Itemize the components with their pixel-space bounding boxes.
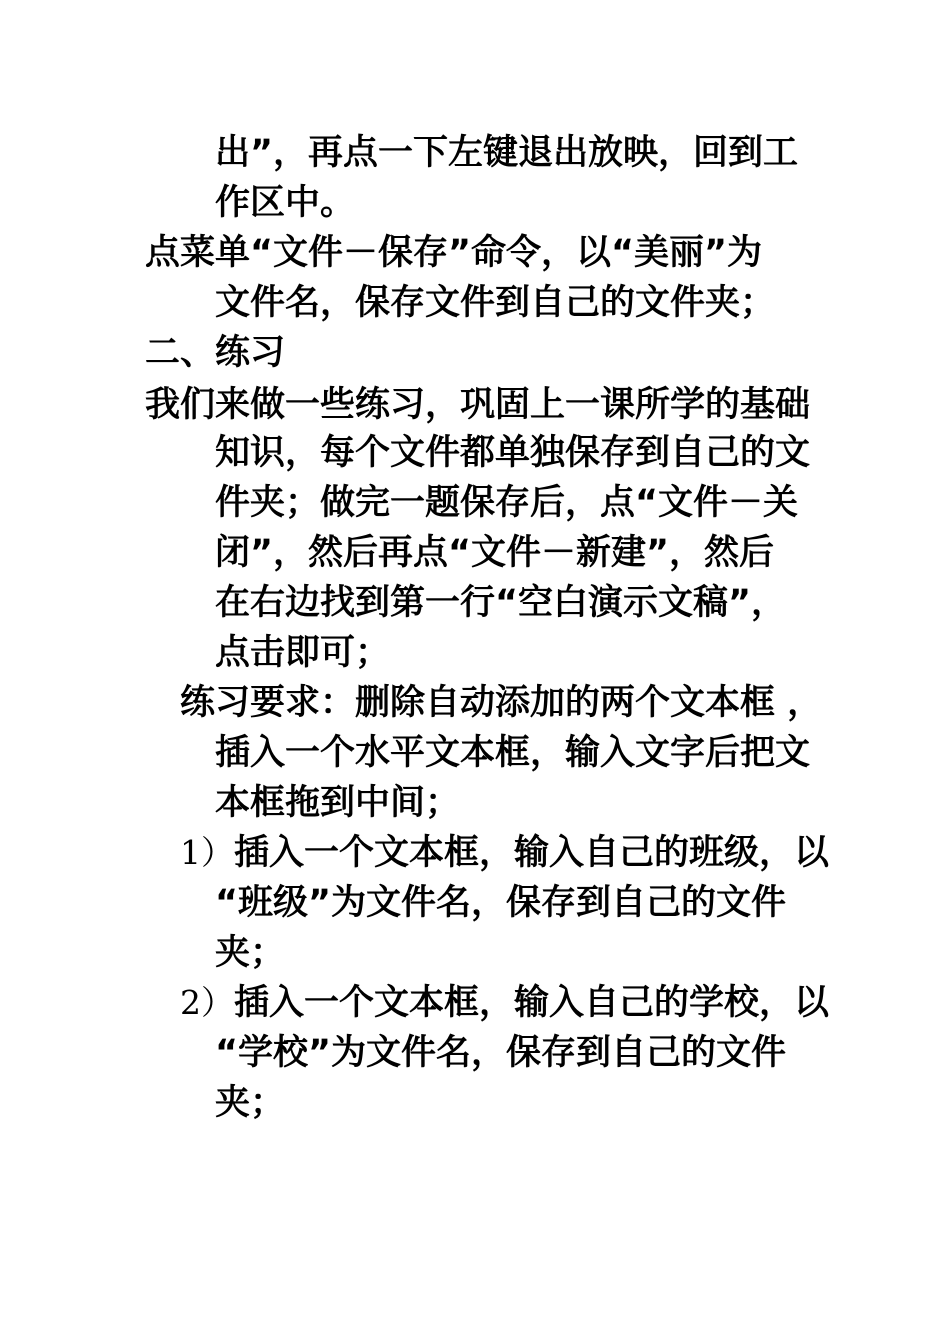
list-item-text: 插入一个文本框，输入自己的班级，以	[234, 833, 830, 873]
text-line: 知识，每个文件都单独保存到自己的文	[215, 433, 811, 473]
list-item	[180, 828, 829, 878]
text-line: 夹；	[215, 933, 286, 973]
list-item-text: 插入一个文本框，输入自己的学校，以	[234, 983, 830, 1023]
section-heading: 二、练习	[145, 333, 286, 373]
list-number: 2）	[180, 983, 234, 1022]
text-line: 在右边找到第一行“空白演示文稿”，	[215, 583, 787, 623]
text-line: “班级”为文件名，保存到自己的文件	[215, 883, 787, 923]
text-line: 闭”，然后再点“文件－新建”，然后	[215, 533, 775, 573]
text-line: 点击即可；	[215, 633, 391, 673]
list-item	[180, 978, 829, 1028]
text-line: 我们来做一些练习，巩固上一课所学的基础	[145, 385, 811, 425]
text-line: 出”，再点一下左键退出放映，回到工	[215, 133, 799, 173]
text-line: 练习要求：删除自动添加的两个文本框 ，	[180, 683, 823, 723]
text-line: “学校”为文件名，保存到自己的文件	[215, 1033, 787, 1073]
text-line: 插入一个水平文本框，输入文字后把文	[215, 733, 811, 773]
list-number: 1）	[180, 833, 234, 872]
text-line: 夹；	[215, 1083, 286, 1123]
text-line: 文件名，保存文件到自己的文件夹；	[215, 283, 776, 323]
text-line: 作区中。	[215, 183, 356, 223]
text-line: 本框拖到中间；	[215, 783, 461, 823]
text-line: 件夹；做完一题保存后，点“文件－关	[215, 483, 799, 523]
text-line: 点菜单“文件－保存”命令，以“美丽”为	[145, 233, 763, 273]
